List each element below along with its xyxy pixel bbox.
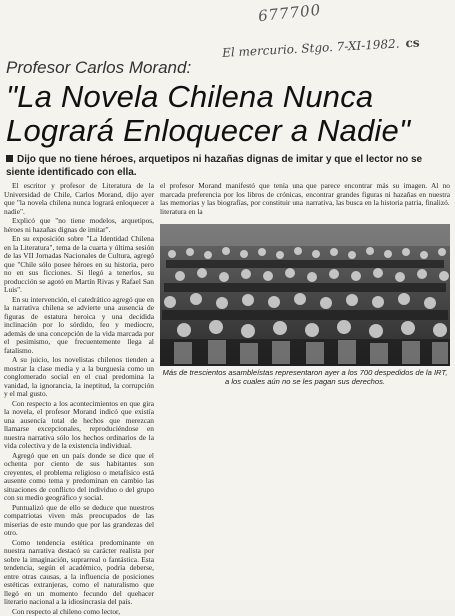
paragraph: Como tendencia estética predominante en nuestra narrativa destacó su carácter realista por sobre la imaginación, suprarreal o fantástica. Esta tendencia, según el académico, podría deberse, entre otras causas, a la influencia de posiciones estéticas extranjeras, como el naturalismo que llegó en un momento fecundo del quehacer literario nacional a la idiosincrasia del país. (4, 539, 154, 607)
assembly-photo (160, 224, 450, 366)
handwritten-catalog-number: 677700 (257, 1, 322, 26)
paragraph: En su intervención, el catedrático agregó que en la narrativa chilena se advierte una ausencia de figuras de estatura heroica y una decidida inclinación por lo sórdido, feo y mediocre, además de una concepción de la vida marcada por el pesimismo, que frecuentemente llega al fatalismo. (4, 296, 154, 356)
paragraph: Explicó que "no tiene modelos, arquetipos, héroes ni hazañas dignas de imitar". (4, 217, 154, 234)
handwritten-source-note (222, 34, 447, 60)
paragraph: A su juicio, los novelistas chilenos tienden a mostrar la clase media y a la burguesía como un conglomerado social en el cual predomina la vanidad, la ignorancia, la ineptitud, la corrupción y el mal gusto. (4, 356, 154, 399)
handwritten-source-text: El mercurio. Stgo. 7-XI-1982. (222, 37, 400, 60)
photo-caption: Más de trescientos asambleístas representaron ayer a los 700 despedidos de la IRT, a los cuales aún no se les pagan sus derechos. (160, 368, 450, 386)
article-deck (6, 153, 446, 179)
article-headline: "La Novela Chilena Nunca Logrará Enloquecer a Nadie" (6, 80, 451, 148)
paragraph: que parece encontrar más su imagen. Al no encontrar grandes figuras ni hazañas en nuestra narrativa, las busca en la historia patria, finalizó. (306, 182, 450, 208)
crowd-photo-image (160, 224, 450, 366)
handwritten-page-note: cs (405, 36, 420, 51)
article-kicker: Profesor Carlos Morand: (6, 58, 191, 78)
paragraph: El escritor y profesor de Literatura de la Universidad de Chile, Carlos Morand, dijo ayer que "la novela chilena nunca logrará enloquecer a nadie". (4, 182, 154, 216)
article-deck-text: Dijo que no tiene héroes, arquetipos ni hazañas dignas de imitar y que el lector no se siente identificado con ella. (6, 154, 422, 178)
paragraph: Con respecto a los acontecimientos en que gira la novela, el profesor Morand indicó que existía una ausencia total de hechos que merezcan llamarse excepcionales, reproduciéndose en nuestra narrativa sólo los hechos ordinarios de la vida colectiva y de la existencia individual. (4, 400, 154, 451)
paragraph: En su exposición sobre "La Identidad Chilena en la Literatura", tema de la cuarta y última sesión de las VII Jornadas Nacionales de Cultura, agregó que "Chile sólo posee héroes en su historia, pero no en sus ficciones. Si llegó a tenerlos, su producción se agotó en Martín Rivas y Rafael San Luis". (4, 235, 154, 295)
article-column-2 (160, 182, 303, 222)
article-column-1 (4, 182, 154, 598)
paragraph: el profesor Morand manifestó que tenía una marcada preferencia por los libros de crónicas, las memorias y las biografías, por constituir una literatura en la (160, 182, 303, 216)
paragraph: Agregó que en un país donde se dice que el ochenta por ciento de sus habitantes son creyentes, el problema religioso o metafísico está ausente como tema y predominan en cambio las situaciones de conflicto del individuo o del grupo con su medio geográfico y social. (4, 452, 154, 503)
article-column-3 (306, 182, 450, 222)
bullet-square-icon (6, 155, 13, 162)
paragraph: Puntualizó que de ello se deduce que nuestros compatriotas viven más preocupados de las miserias de este mundo que por las grandezas del otro. (4, 504, 154, 538)
paragraph: Con respecto al chileno como lector, (4, 608, 154, 616)
